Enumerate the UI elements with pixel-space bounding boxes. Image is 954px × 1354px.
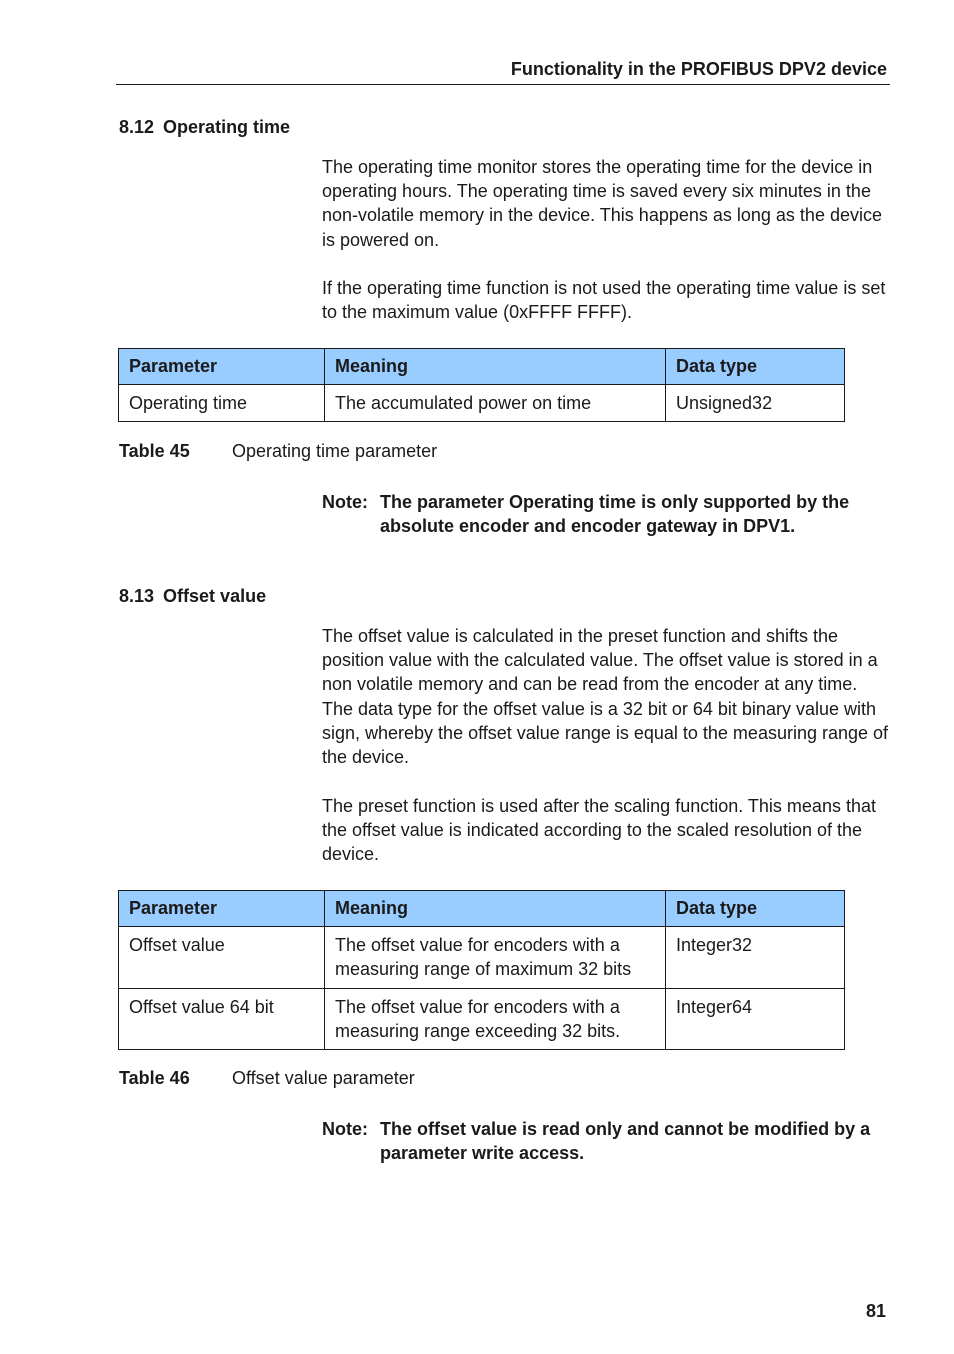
table-offset-value <box>118 890 845 1050</box>
table-caption-46 <box>119 1068 415 1089</box>
table-header-cell: Parameter <box>119 891 325 927</box>
table-header-cell: Parameter <box>119 349 325 385</box>
note-text: The parameter Operating time is only supported by the absolute encoder and encoder gateway in DPV1. <box>380 492 850 537</box>
note-operating-time <box>322 490 890 538</box>
table-row <box>119 385 845 422</box>
table-cell: Offset value 64 bit <box>119 988 325 1049</box>
table-header-cell: Data type <box>666 349 845 385</box>
table-cell: Offset value <box>119 927 325 988</box>
note-label: Note: <box>322 492 368 512</box>
paragraph-operating-time-1: The operating time monitor stores the operating time for the device in operating hours. The operating time is saved every six minutes in the non-volatile memory in the device. This happens as long as the device is powered on. <box>322 157 882 250</box>
section-title: Operating time <box>163 117 291 137</box>
table-cell: Operating time <box>119 385 325 422</box>
caption-text: Operating time parameter <box>232 441 438 461</box>
section-number: 8.12 <box>119 117 155 137</box>
table-header-cell: Meaning <box>325 891 666 927</box>
note-text: The offset value is read only and cannot be modified by a parameter write access. <box>380 1119 871 1164</box>
note-offset-value <box>322 1117 890 1165</box>
table-operating-time <box>118 348 845 422</box>
caption-label: Table 46 <box>119 1068 190 1088</box>
section-heading-8-12 <box>119 117 290 138</box>
table-cell: Integer64 <box>666 988 845 1049</box>
table-cell: The offset value for encoders with a measuring range of maximum 32 bits <box>325 927 666 988</box>
table-header-row <box>119 891 845 927</box>
table-cell: Integer32 <box>666 927 845 988</box>
running-header: Functionality in the PROFIBUS DPV2 device <box>510 59 887 79</box>
note-label: Note: <box>322 1119 368 1139</box>
paragraph-operating-time-2: If the operating time function is not used the operating time value is set to the maximum value (0xFFFF FFFF). <box>322 278 886 323</box>
caption-text: Offset value parameter <box>232 1068 415 1088</box>
table-cell: The accumulated power on time <box>325 385 666 422</box>
section-number: 8.13 <box>119 586 155 606</box>
caption-label: Table 45 <box>119 441 190 461</box>
table-cell: The offset value for encoders with a measuring range exceeding 32 bits. <box>325 988 666 1049</box>
table-header-row <box>119 349 845 385</box>
table-cell: Unsigned32 <box>666 385 845 422</box>
table-caption-45 <box>119 441 437 462</box>
table-row <box>119 927 845 988</box>
table-row <box>119 988 845 1049</box>
section-heading-8-13 <box>119 586 266 607</box>
section-title: Offset value <box>163 586 267 606</box>
table-header-cell: Meaning <box>325 349 666 385</box>
page-number: 81 <box>865 1301 886 1321</box>
header-rule <box>116 84 890 85</box>
paragraph-offset-value-1: The offset value is calculated in the preset function and shifts the position value with the calculated value. The offset value is stored in a non volatile memory and can be read from the encoder at any time. The data type for the offset value is a 32 bit or 64 bit binary value with sign, whereby the offset value range is equal to the measuring range of the device. <box>322 626 889 768</box>
table-header-cell: Data type <box>666 891 845 927</box>
paragraph-offset-value-2: The preset function is used after the scaling function. This means that the offset value is indicated according to the scaled resolution of the device. <box>322 796 876 865</box>
